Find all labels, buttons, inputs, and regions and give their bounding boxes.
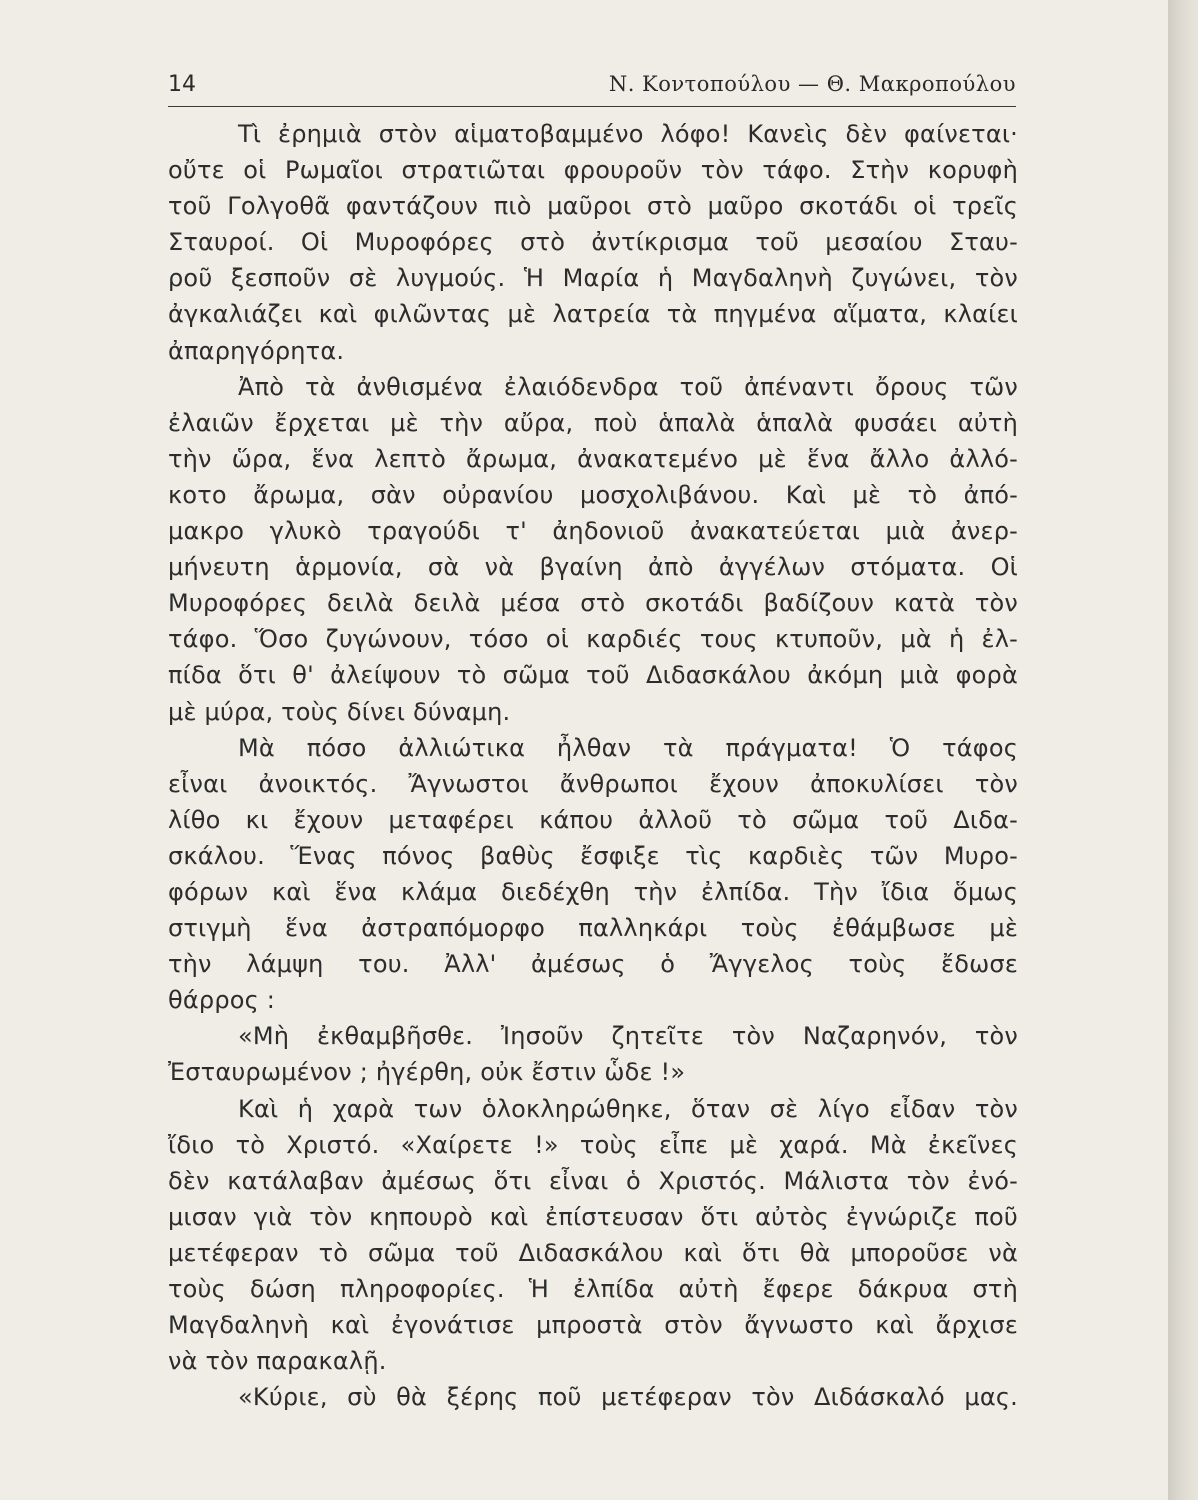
text-line: Ἐσταυρωμένον ; ἠγέρθη, οὐκ ἔστιν ὧδε !»: [168, 1058, 686, 1087]
text-line: λίθο κι ἔχουν μεταφέρει κάπου ἀλλοῦ τὸ σῶμα τοῦ Διδα-: [168, 805, 1018, 834]
text-line: τὴν ὥρα, ἕνα λεπτὸ ἄρωμα, ἀνακατεμένο μὲ ἕνα ἄλλο ἀλλό-: [168, 444, 1018, 473]
text-line: ἀγκαλιάζει καὶ φιλῶντας μὲ λατρεία τὰ πηγμένα αἵματα, κλαίει: [168, 300, 1018, 329]
text-line: φόρων καὶ ἕνα κλάμα διεδέχθη τὴν ἐλπίδα. Τὴν ἴδια ὅμως: [168, 877, 1018, 906]
text-line: μὲ μύρα, τοὺς δίνει δύναμη.: [168, 697, 511, 726]
text-line: μήνευτη ἁρμονία, σὰ νὰ βγαίνη ἀπὸ ἀγγέλων στόματα. Οἱ: [168, 553, 1018, 582]
text-line: Ἀπὸ τὰ ἀνθισμένα ἐλαιόδενδρα τοῦ ἀπέναντι ὄρους τῶν: [238, 372, 1018, 401]
text-line: μετέφεραν τὸ σῶμα τοῦ Διδασκάλου καὶ ὅτι θὰ μποροῦσε νὰ: [168, 1238, 1018, 1267]
running-head: Ν. Κοντοπούλου — Θ. Μακροπούλου: [608, 72, 1016, 96]
text-line: δὲν κατάλαβαν ἀμέσως ὅτι εἶναι ὁ Χριστός. Μάλιστα τὸν ἐνό-: [168, 1166, 1018, 1195]
text-line: Καὶ ἡ χαρὰ των ὁλοκληρώθηκε, ὅταν σὲ λίγο εἶδαν τὸν: [238, 1094, 1018, 1123]
text-line: νὰ τὸν παρακαλῇ.: [168, 1347, 387, 1376]
page-number: 14: [168, 72, 196, 97]
text-line: ροῦ ξεσποῦν σὲ λυγμούς. Ἡ Μαρία ἡ Μαγδαληνὴ ζυγώνει, τὸν: [168, 264, 1018, 293]
text-line: στιγμὴ ἕνα ἀστραπόμορφο παλληκάρι τοὺς ἐθάμβωσε μὲ: [168, 914, 1018, 943]
text-line: κοτο ἄρωμα, σὰν οὐρανίου μοσχολιβάνου. Καὶ μὲ τὸ ἀπό-: [168, 480, 1018, 509]
text-line: «Μὴ ἐκθαμβῆσθε. Ἰησοῦν ζητεῖτε τὸν Ναζαρηνόν, τὸν: [238, 1022, 1018, 1051]
page-header: [168, 72, 1016, 107]
text-line: Μαγδαληνὴ καὶ ἐγονάτισε μπροστὰ στὸν ἄγνωστο καὶ ἄρχισε: [168, 1311, 1018, 1340]
text-line: σκάλου. Ἕνας πόνος βαθὺς ἔσφιξε τὶς καρδιὲς τῶν Μυρο-: [168, 841, 1018, 870]
text-line: εἶναι ἀνοικτός. Ἄγνωστοι ἄνθρωποι ἔχουν ἀποκυλίσει τὸν: [168, 769, 1018, 798]
text-line: οὔτε οἱ Ρωμαῖοι στρατιῶται φρουροῦν τὸν τάφο. Στὴν κορυφὴ: [168, 156, 1018, 185]
text-line: ἐλαιῶν ἔρχεται μὲ τὴν αὔρα, ποὺ ἁπαλὰ ἁπαλὰ φυσάει αὐτὴ: [168, 408, 1018, 437]
text-line: Μυροφόρες δειλὰ δειλὰ μέσα στὸ σκοτάδι βαδίζουν κατὰ τὸν: [168, 589, 1018, 618]
text-line: Τὶ ἐρημιὰ στὸν αἱματοβαμμένο λόφο! Κανεὶς δὲν φαίνεται·: [238, 120, 1018, 148]
text-line: μισαν γιὰ τὸν κηπουρὸ καὶ ἐπίστευσαν ὅτι αὐτὸς ἐγνώριζε ποῦ: [168, 1202, 1018, 1231]
body-text: [168, 116, 1018, 1415]
text-line: τάφο. Ὅσο ζυγώνουν, τόσο οἱ καρδιές τους κτυποῦν, μὰ ἡ ἐλ-: [168, 625, 1018, 654]
text-line: ἀπαρηγόρητα.: [168, 336, 345, 365]
text-line: Μὰ πόσο ἀλλιώτικα ἦλθαν τὰ πράγματα! Ὁ τάφος: [238, 733, 1018, 762]
page-edge: [1168, 0, 1198, 1500]
text-line: θάρρος :: [168, 986, 276, 1015]
text-line: «Κύριε, σὺ θὰ ξέρης ποῦ μετέφεραν τὸν Διδάσκαλό μας.: [238, 1383, 1018, 1412]
text-line: τοὺς δώση πληροφορίες. Ἡ ἐλπίδα αὐτὴ ἔφερε δάκρυα στὴ: [168, 1275, 1018, 1303]
text-line: πίδα ὅτι θ' ἀλείψουν τὸ σῶμα τοῦ Διδασκάλου ἀκόμη μιὰ φορὰ: [168, 661, 1018, 690]
text-line: Σταυροί. Οἱ Μυροφόρες στὸ ἀντίκρισμα τοῦ μεσαίου Σταυ-: [168, 228, 1018, 257]
text-line: τὴν λάμψη του. Ἀλλ' ἀμέσως ὁ Ἄγγελος τοὺς ἔδωσε: [168, 950, 1018, 979]
text-line: τοῦ Γολγοθᾶ φαντάζουν πιὸ μαῦροι στὸ μαῦρο σκοτάδι οἱ τρεῖς: [168, 192, 1018, 221]
text-line: ἴδιο τὸ Χριστό. «Χαίρετε !» τοὺς εἶπε μὲ χαρά. Μὰ ἐκεῖνες: [168, 1130, 1018, 1159]
text-line: μακρο γλυκὸ τραγούδι τ' ἀηδονιοῦ ἀνακατεύεται μιὰ ἀνερ-: [168, 517, 1018, 546]
